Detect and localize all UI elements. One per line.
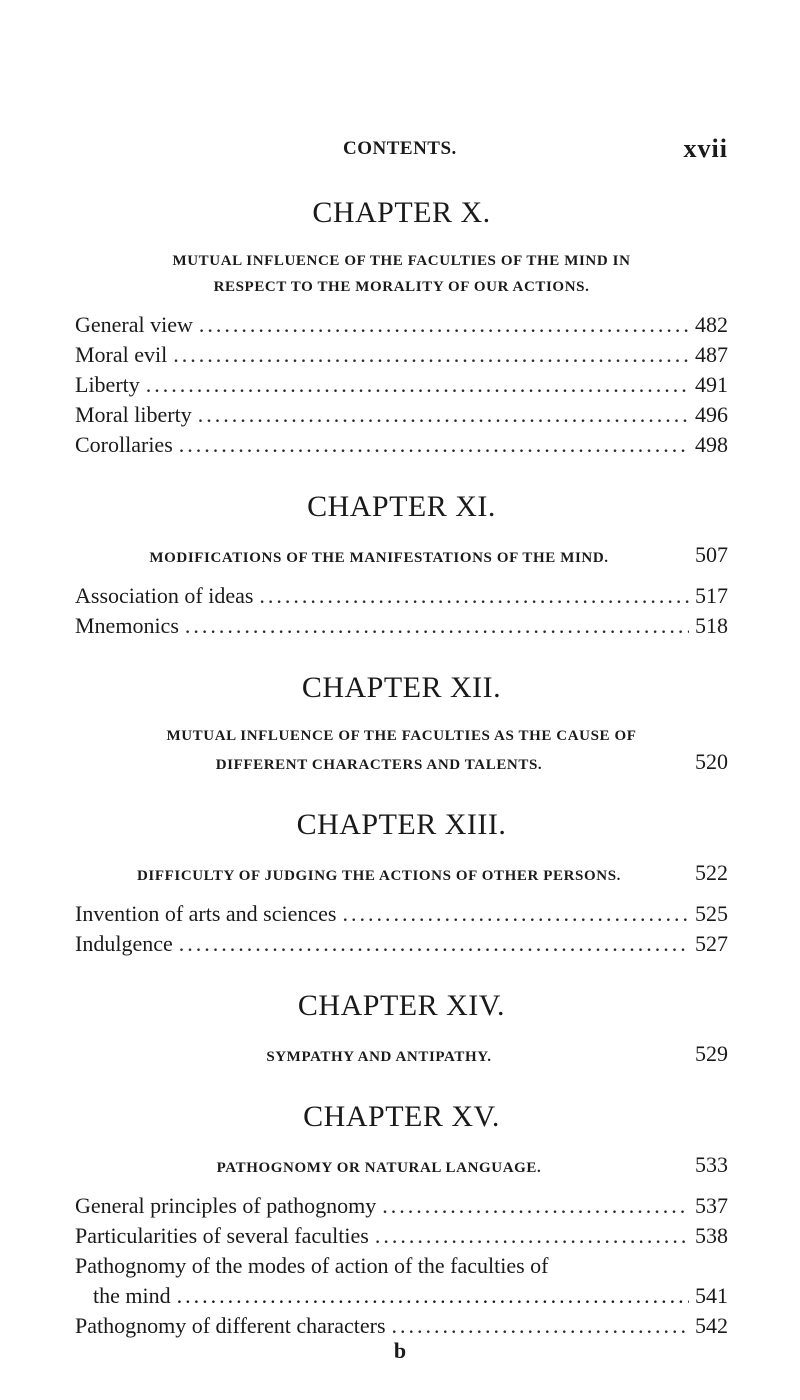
signature-mark: b: [393, 1338, 407, 1363]
chapter-heading: CHAPTER X.: [312, 196, 491, 229]
toc-entry[interactable]: [75, 400, 728, 430]
dot-leader: [146, 370, 689, 400]
toc-entry[interactable]: [75, 1191, 728, 1221]
chapter-xiv: [75, 989, 728, 1070]
chapter-subtitle-line: MUTUAL INFLUENCE OF THE FACULTIES AS THE CAUSE OF: [166, 728, 637, 744]
toc-entry-label: Indulgence: [75, 931, 173, 956]
toc-entry[interactable]: [75, 1311, 728, 1341]
toc-entry-page: 482: [695, 312, 728, 337]
chapter-page: 533: [695, 1152, 728, 1177]
chapter-subtitle-line: RESPECT TO THE MORALITY OF OUR ACTIONS.: [213, 279, 590, 295]
toc-entry[interactable]: [75, 1251, 728, 1311]
toc-entry[interactable]: [75, 899, 728, 929]
toc-entry-label: Moral evil: [75, 342, 168, 367]
toc-entry-label: Liberty: [75, 372, 140, 397]
chapter-page: 522: [695, 860, 728, 885]
toc-entry[interactable]: [75, 1221, 728, 1251]
chapter-heading: CHAPTER XI.: [307, 490, 496, 523]
chapter-subtitle-line: MUTUAL INFLUENCE OF THE FACULTIES OF THE MIND IN: [172, 253, 631, 269]
chapter-subtitle-row: [75, 749, 728, 778]
chapter-subtitle[interactable]: [75, 1152, 728, 1181]
toc-entry-page: 525: [695, 901, 728, 926]
toc-entry-label: Association of ideas: [75, 583, 254, 608]
toc-entry-page: 538: [695, 1223, 728, 1248]
toc-entry-label: Particularities of several faculties: [75, 1223, 369, 1248]
toc-entry[interactable]: [75, 370, 728, 400]
toc-entry-page: 527: [695, 931, 728, 956]
running-head-title: CONTENTS.: [343, 138, 457, 159]
contents-page: [75, 130, 728, 1341]
dot-leader: [375, 1221, 689, 1251]
toc-entry-label: Pathognomy of different characters: [75, 1313, 386, 1338]
toc-entry[interactable]: [75, 340, 728, 370]
toc-entry-label: Corollaries: [75, 432, 173, 457]
dot-leader: [259, 581, 689, 611]
chapter-subtitle: [75, 248, 728, 300]
dot-leader: [173, 340, 689, 370]
chapter-xii: [75, 671, 728, 778]
chapter-xiii: [75, 808, 728, 959]
chapter-heading: CHAPTER XIII.: [296, 808, 507, 841]
toc-entry-label: General principles of pathognomy: [75, 1193, 377, 1218]
chapter-x: [75, 196, 728, 460]
toc-entry-page: 487: [695, 342, 728, 367]
chapter-heading: CHAPTER XV.: [303, 1100, 500, 1133]
page-folio: xvii: [683, 134, 728, 163]
dot-leader: [199, 310, 689, 340]
toc-entry-label: the mind: [93, 1283, 171, 1308]
toc-entry-page: 537: [695, 1193, 728, 1218]
toc-entry[interactable]: [75, 611, 728, 641]
toc-entry-page: 518: [695, 613, 728, 638]
toc-entry[interactable]: [75, 430, 728, 460]
chapter-page: 507: [695, 542, 728, 567]
chapter-subtitle-line: SYMPATHY AND ANTIPATHY.: [266, 1049, 492, 1065]
chapter-subtitle-line: DIFFERENT CHARACTERS AND TALENTS.: [215, 757, 543, 773]
dot-leader: [382, 1191, 689, 1221]
chapter-subtitle[interactable]: [75, 542, 728, 571]
toc-entry-page: 517: [695, 583, 728, 608]
toc-entry[interactable]: [75, 581, 728, 611]
dot-leader: [179, 929, 689, 959]
toc-entry-label: Moral liberty: [75, 402, 192, 427]
chapter-page: 529: [695, 1041, 728, 1066]
toc-entry-label: Pathognomy of the modes of action of the faculties of: [75, 1253, 549, 1278]
toc-entry-page: 496: [695, 402, 728, 427]
toc-entry-page: 542: [695, 1313, 728, 1338]
toc-entry-label: Invention of arts and sciences: [75, 901, 337, 926]
toc-entry-continuation: [75, 1281, 728, 1311]
chapter-subtitle[interactable]: [75, 1041, 728, 1070]
chapter-page: 520: [695, 749, 728, 774]
chapter-subtitle-line: PATHOGNOMY OR NATURAL LANGUAGE.: [216, 1160, 542, 1176]
chapter-heading: CHAPTER XIV.: [297, 989, 506, 1022]
toc-entry[interactable]: [75, 929, 728, 959]
chapter-xv: [75, 1100, 728, 1341]
chapter-subtitle-line: MODIFICATIONS OF THE MANIFESTATIONS OF THE MIND.: [149, 550, 609, 566]
toc-entry-page: 541: [695, 1283, 728, 1308]
running-head: [75, 130, 728, 166]
toc-entry-page: 491: [695, 372, 728, 397]
chapter-subtitle-line: DIFFICULTY OF JUDGING THE ACTIONS OF OTHER PERSONS.: [136, 868, 621, 884]
dot-leader: [392, 1311, 689, 1341]
chapter-xi: [75, 490, 728, 641]
chapter-subtitle[interactable]: [75, 860, 728, 889]
chapter-subtitle[interactable]: [75, 723, 728, 778]
dot-leader: [185, 611, 689, 641]
toc-entry-label: General view: [75, 312, 193, 337]
dot-leader: [179, 430, 689, 460]
dot-leader: [177, 1281, 689, 1311]
dot-leader: [198, 400, 689, 430]
toc-entry-label: Mnemonics: [75, 613, 179, 638]
toc-entry[interactable]: [75, 310, 728, 340]
toc-entry-page: 498: [695, 432, 728, 457]
dot-leader: [342, 899, 689, 929]
chapter-heading: CHAPTER XII.: [301, 671, 502, 704]
